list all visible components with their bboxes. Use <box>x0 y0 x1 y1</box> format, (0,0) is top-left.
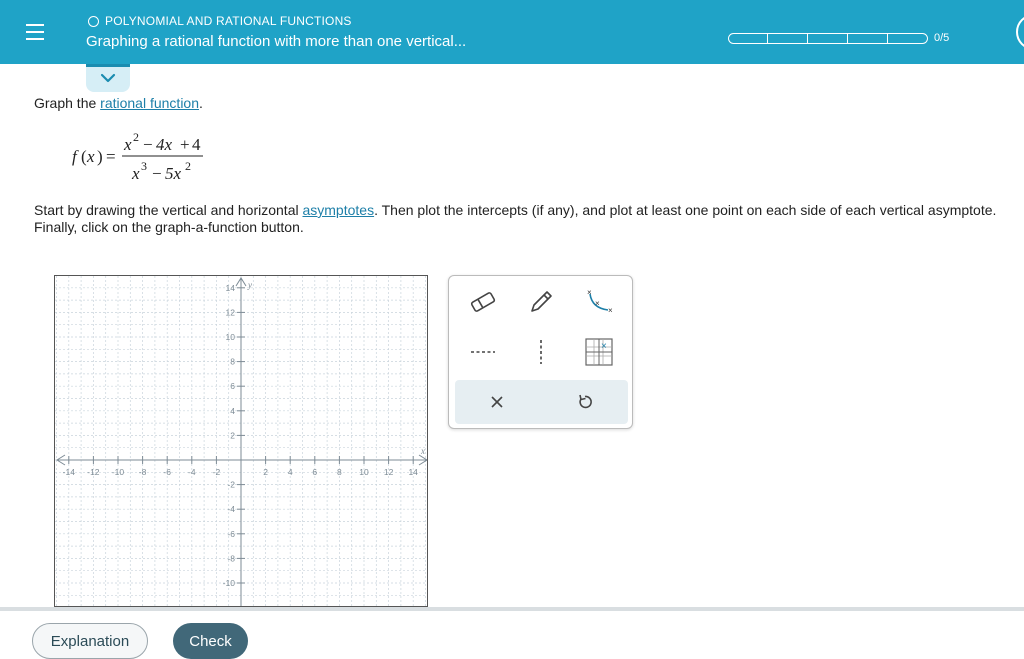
function-var: x <box>87 147 95 166</box>
svg-text:×: × <box>601 341 607 352</box>
vertical-asymptote-tool[interactable] <box>519 334 563 370</box>
eraser-icon <box>468 289 498 315</box>
menu-button[interactable] <box>0 0 70 64</box>
numerator-term1: x <box>124 135 132 154</box>
tool-actions-bar <box>455 380 628 424</box>
denominator-term2: 5x <box>165 164 182 183</box>
x-tick-label: 6 <box>312 467 318 477</box>
instructions-part2: . Then plot the intercepts (if any), and plot at least one point on each side of each vertical asymptote. Finally, click on the graph-a-function button. <box>34 202 997 235</box>
x-axis-label: x <box>421 446 425 456</box>
graph-tools-panel <box>448 275 633 429</box>
denominator-exponent2: 2 <box>185 159 191 173</box>
x-tick-label: 12 <box>383 467 394 477</box>
denominator-term1: x <box>132 164 140 183</box>
function-name: f <box>72 147 77 166</box>
eraser-tool[interactable] <box>461 284 505 320</box>
numerator-plus: + <box>180 135 190 154</box>
point-tool[interactable] <box>577 334 621 370</box>
y-tick-label: 10 <box>225 332 235 342</box>
problem-instructions <box>34 202 1019 236</box>
x-tick-label: -2 <box>212 467 221 477</box>
progress-label: 0/5 <box>934 32 950 44</box>
denominator-minus: − <box>152 164 162 183</box>
graph-function-icon <box>582 286 616 318</box>
x-tick-label: -6 <box>163 467 171 477</box>
problem-intro <box>34 95 203 111</box>
y-tick-label: -2 <box>227 479 235 490</box>
y-tick-label: 8 <box>230 356 235 367</box>
numerator-minus: − <box>143 135 153 154</box>
vertical-dashed-line-icon <box>531 337 551 367</box>
horizontal-asymptote-tool[interactable] <box>461 334 505 370</box>
account-circle-icon[interactable] <box>1016 14 1024 50</box>
graph-svg[interactable] <box>55 276 428 607</box>
function-paren-open: ( <box>81 147 87 166</box>
x-tick-label: 8 <box>337 467 342 477</box>
topic-circle-icon <box>88 16 99 27</box>
problem-title: Graphing a rational function with more than one vertical... <box>86 33 467 50</box>
x-tick-label: -4 <box>188 467 196 477</box>
function-formula-svg <box>72 130 212 190</box>
numerator-exponent: 2 <box>133 130 139 144</box>
progress-bar <box>728 33 928 44</box>
y-tick-label: -4 <box>227 504 235 515</box>
rational-function-link[interactable]: rational function <box>100 95 199 111</box>
clear-icon <box>489 394 505 410</box>
x-tick-label: -10 <box>111 467 125 477</box>
equals-sign: = <box>106 147 116 166</box>
y-tick-label: 12 <box>225 307 235 318</box>
function-formula <box>72 130 212 195</box>
numerator-term3: 4 <box>192 135 201 154</box>
hamburger-icon <box>26 24 44 40</box>
asymptotes-link[interactable]: asymptotes <box>302 202 375 218</box>
horizontal-dashed-line-icon <box>468 342 498 362</box>
x-tick-label: -8 <box>138 467 147 477</box>
clear-button[interactable] <box>475 384 519 420</box>
denominator-exponent1: 3 <box>141 159 147 173</box>
svg-text:×: × <box>587 288 592 297</box>
collapse-header-button[interactable] <box>86 64 130 92</box>
progress-segment <box>728 33 768 44</box>
y-tick-label: -10 <box>222 578 235 588</box>
topic-line <box>88 14 352 28</box>
x-tick-label: -12 <box>87 467 100 477</box>
graph-function-tool[interactable] <box>577 284 621 320</box>
y-axis-label: y <box>248 280 252 290</box>
progress-segment <box>768 33 808 44</box>
x-tick-label: -14 <box>62 467 75 477</box>
footer-bar <box>0 607 1024 655</box>
check-button[interactable]: Check <box>173 623 248 659</box>
y-tick-label: -6 <box>227 528 235 539</box>
topic-title: POLYNOMIAL AND RATIONAL FUNCTIONS <box>105 14 352 28</box>
header-bar <box>0 0 1024 64</box>
point-grid-icon <box>584 337 614 367</box>
numerator-term2: 4x <box>156 135 173 154</box>
pencil-tool[interactable] <box>519 284 563 320</box>
y-tick-label: 14 <box>225 282 235 293</box>
svg-text:×: × <box>608 306 613 315</box>
x-tick-label: 10 <box>359 467 369 477</box>
instructions-part1: Start by drawing the vertical and horizontal <box>34 202 303 218</box>
explanation-button[interactable]: Explanation <box>32 623 148 659</box>
function-paren-close: ) <box>97 147 103 166</box>
intro-prefix: Graph the <box>34 95 101 111</box>
x-tick-label: 4 <box>287 467 293 477</box>
progress-segment <box>888 33 928 44</box>
graph-canvas[interactable] <box>54 275 428 607</box>
intro-suffix: . <box>199 95 203 111</box>
undo-icon <box>576 393 594 411</box>
y-tick-label: 4 <box>230 405 235 416</box>
svg-text:×: × <box>595 299 600 308</box>
y-tick-label: -8 <box>227 553 235 564</box>
chevron-down-icon <box>99 72 117 84</box>
progress-segment <box>848 33 888 44</box>
y-tick-label: 6 <box>230 381 235 392</box>
x-tick-label: 14 <box>408 467 418 477</box>
undo-button[interactable] <box>563 384 607 420</box>
x-tick-label: 2 <box>263 467 268 477</box>
pencil-icon <box>526 287 556 317</box>
y-tick-label: 2 <box>230 430 235 441</box>
progress-segment <box>808 33 848 44</box>
